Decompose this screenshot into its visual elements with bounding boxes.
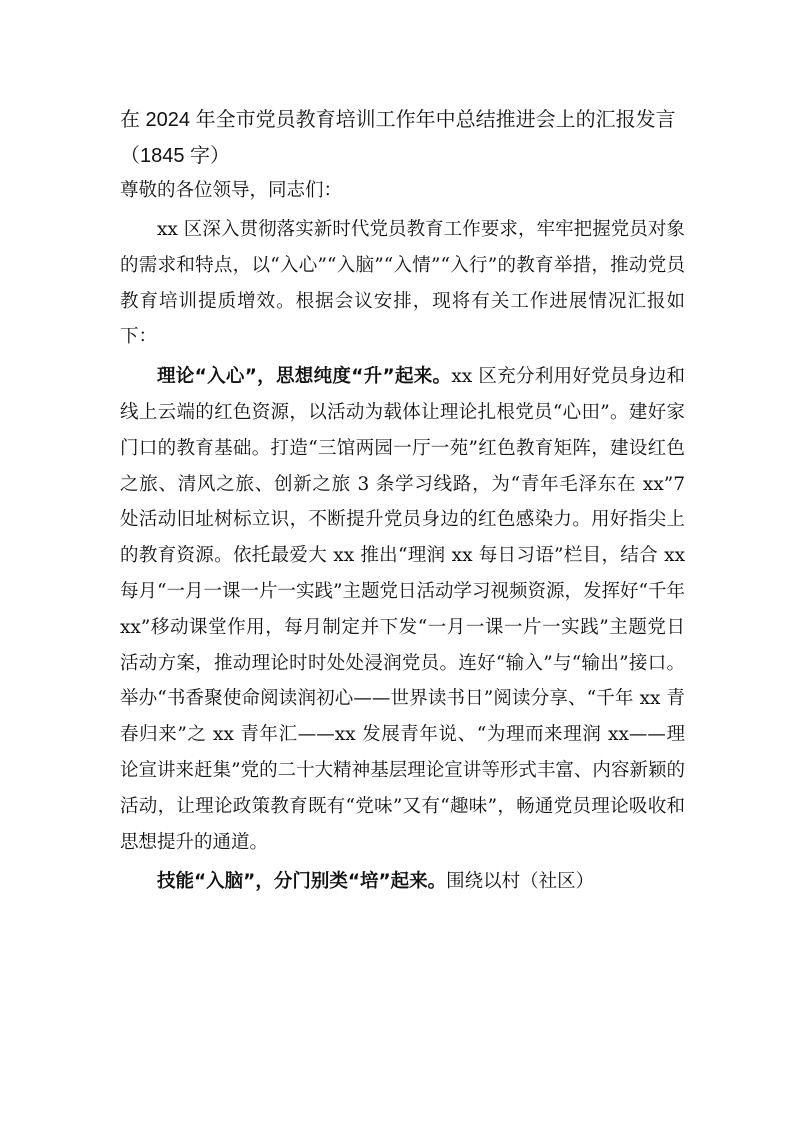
paragraph-text: xx 区深入贯彻落实新时代党员教育工作要求，牢牢把握党员对象的需求和特点，以“入心”“入脑”“入情”“入行”的教育举措，推动党员教育培训提质增效。根据会议安排，现将有关工作进展情况汇报如下： (120, 219, 685, 348)
salutation: 尊敬的各位领导，同志们： (120, 180, 343, 201)
paragraph-skills (120, 864, 685, 900)
document-body (120, 212, 685, 904)
paragraph-heading: 理论“入心”，思想纯度“升”起来。 (157, 366, 452, 388)
paragraph-text: 围绕以村（社区） (446, 871, 595, 893)
document-title: 在 2024 年全市党员教育培训工作年中总结推进会上的汇报发言（1845 字） (120, 109, 676, 167)
paragraph-theory (120, 359, 685, 860)
paragraph-text: xx 区充分利用好党员身边和线上云端的红色资源，以活动为载体让理论扎根党员“心田”。建好家门口的教育基础。打造“三馆两园一厅一苑”红色教育矩阵，建设红色之旅、清风之旅、创新之旅 3 条学习线路，为“青年毛泽东在 xx”7 处活动旧址树标立识，不断提升党员身边的红色感染力。用好指尖上的教育资源。依托最爱大 xx 推出“理润 xx 每日习语”栏目，结合 xx 每月“一月一课一片一实践”主题党日活动学习视频资源，发挥好“千年 xx”移动课堂作用，每月制定并下发“一月一课一片一实践”主题党日活动方案，推动理论时时处处浸润党员。连好“输入”与“输出”接口。举办“书香聚使命阅读润初心——世界读书日”阅读分享、“千年 xx 青春归来”之 xx 青年汇——xx 发展青年说、“为理而来理润 xx——理论宣讲来赶集”党的二十大精神基层理论宣讲等形式丰富、内容新颖的活动，让理论政策教育既有“党味”又有“趣味”，畅通党员理论吸收和思想提升的通道。 (120, 366, 686, 853)
paragraph-heading: 技能“入脑”，分门别类“培”起来。 (157, 871, 447, 893)
paragraph-intro (120, 212, 685, 355)
